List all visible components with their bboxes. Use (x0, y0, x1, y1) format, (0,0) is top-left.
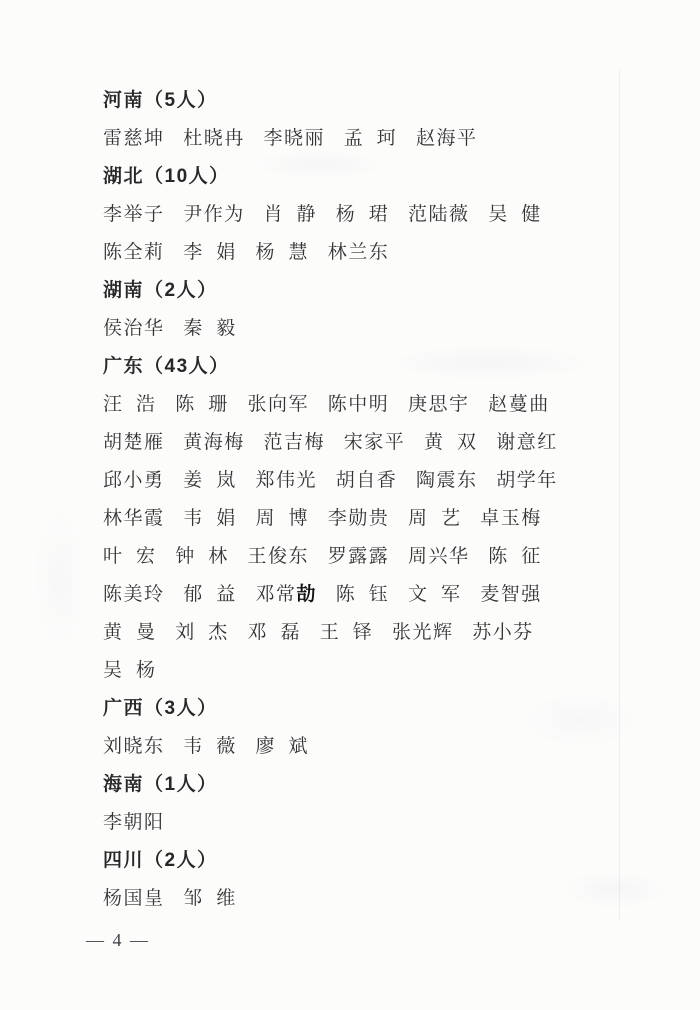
section-heading-guangdong: 广东（43人） (103, 356, 230, 377)
name-line: 吴 杨 (103, 660, 157, 681)
section-heading-guangxi: 广西（3人） (103, 698, 218, 719)
scan-edge-line (619, 70, 620, 920)
section-heading-hubei: 湖北（10人） (103, 166, 230, 187)
scan-smudge (30, 500, 90, 660)
name-line: 陈全莉 李 娟 杨 慧 林兰东 (103, 242, 390, 263)
name-line: 胡楚雁 黄海梅 范吉梅 宋家平 黄 双 谢意红 (103, 432, 558, 453)
section-heading-hunan: 湖南（2人） (103, 280, 218, 301)
name-line: 杨国皇 邹 维 (103, 888, 237, 909)
name-line: 李朝阳 (103, 812, 165, 833)
roster-content (103, 82, 603, 918)
name-line-segment: 陈 钰 文 军 麦智强 (317, 584, 542, 605)
name-line-bold-char: 劼 (296, 584, 318, 605)
name-line: 黄 曼 刘 杰 邓 磊 王 铎 张光辉 苏小芬 (103, 622, 534, 643)
section-heading-sichuan: 四川（2人） (103, 850, 218, 871)
name-line: 侯治华 秦 毅 (103, 318, 237, 339)
name-line: 雷慈坤 杜晓冉 李晓丽 孟 珂 赵海平 (103, 128, 478, 149)
name-line: 刘晓东 韦 薇 廖 斌 (103, 736, 310, 757)
section-heading-hainan: 海南（1人） (103, 774, 218, 795)
page-number: — 4 — (86, 930, 150, 950)
name-line: 汪 浩 陈 珊 张向军 陈中明 庚思宇 赵蔓曲 (103, 394, 550, 415)
name-line: 邱小勇 姜 岚 郑伟光 胡自香 陶震东 胡学年 (103, 470, 558, 491)
name-line: 林华霞 韦 娟 周 博 李勋贵 周 艺 卓玉梅 (103, 508, 542, 529)
name-line-segment: 陈美玲 郁 益 邓常 (103, 584, 297, 605)
name-line: 叶 宏 钟 林 王俊东 罗露露 周兴华 陈 征 (103, 546, 542, 567)
name-line: 李举子 尹作为 肖 静 杨 珺 范陆薇 吴 健 (103, 204, 542, 225)
section-heading-henan: 河南（5人） (103, 90, 218, 111)
name-line (103, 576, 603, 614)
